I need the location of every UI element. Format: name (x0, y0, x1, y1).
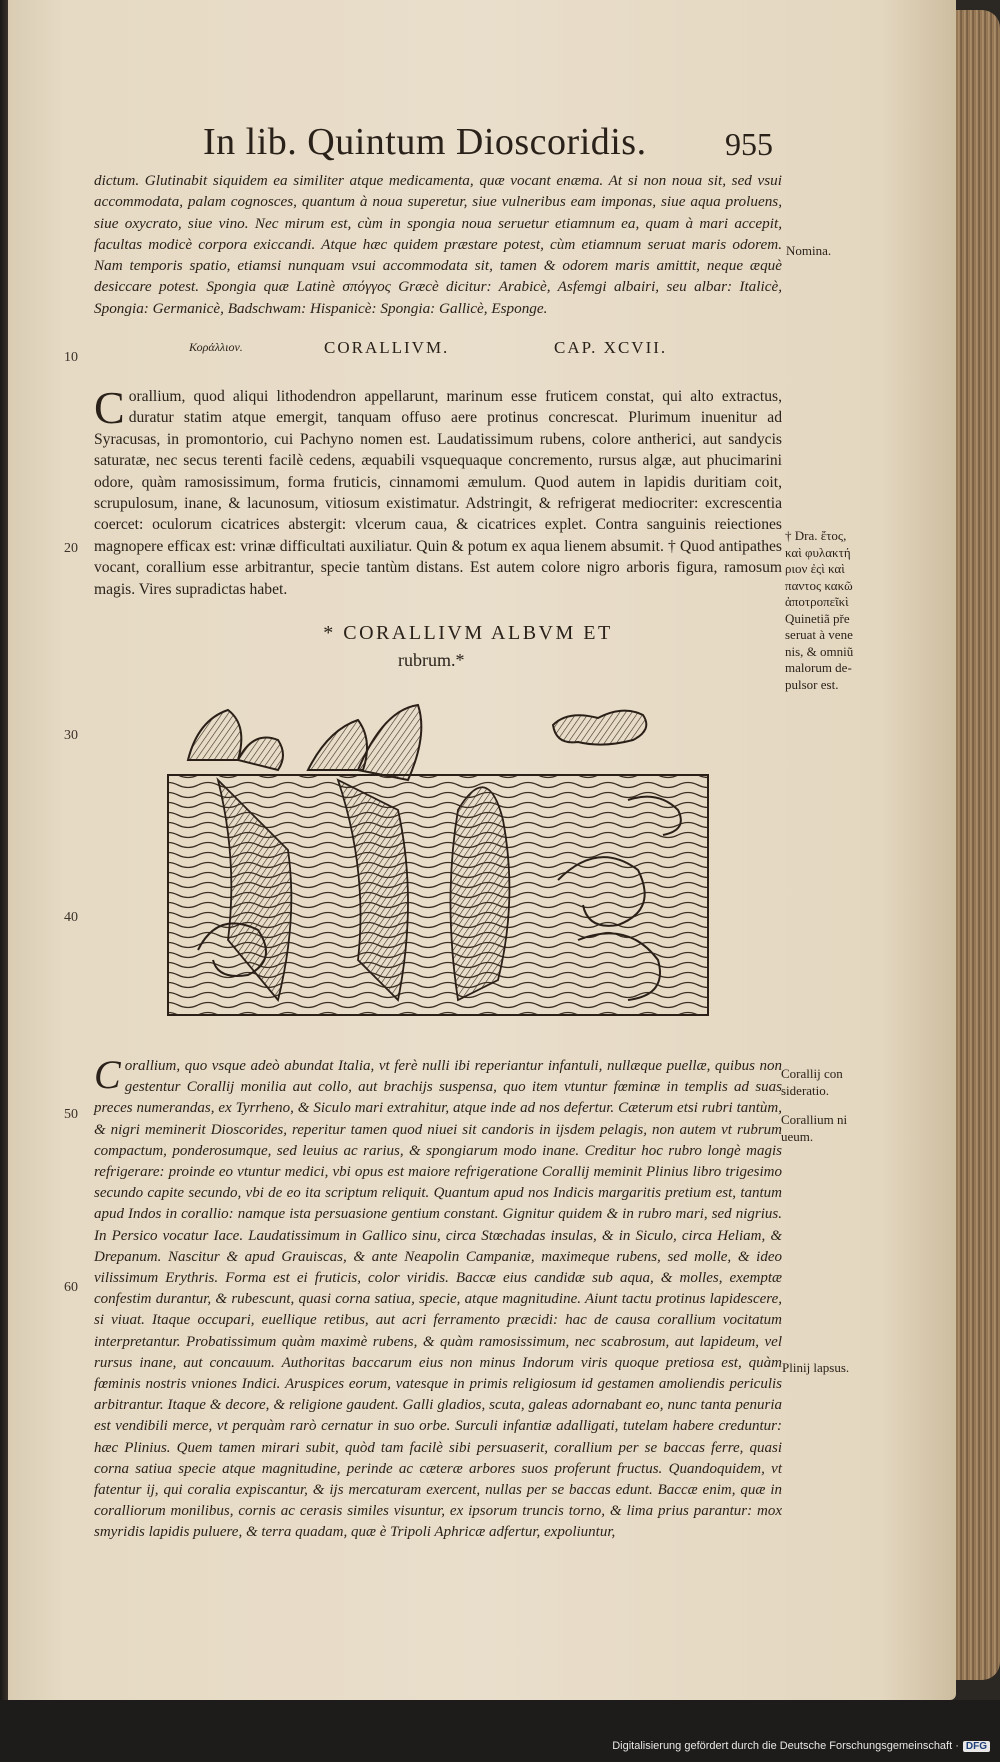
margin-note-line: ἀποτροπεῖκὶ (785, 594, 849, 609)
line-number-60: 60 (64, 1280, 78, 1295)
line-number-50: 50 (64, 1107, 78, 1122)
margin-note-plinii-lapsus: Plinij lapsus. (782, 1360, 850, 1375)
chapter-title: CORALLIVM. (324, 338, 450, 357)
coral-branch-fragment (553, 711, 646, 745)
scan-bottom-band (0, 1700, 1000, 1762)
digitization-credit (612, 1740, 990, 1752)
dfg-logo: DFG (963, 1741, 990, 1752)
chapter-heading (94, 338, 782, 362)
chapter-number: CAP. XCVII. (554, 338, 668, 357)
margin-note-line: παντος κακῶ (785, 577, 853, 593)
line-number-30: 30 (64, 728, 78, 743)
page-number: 955 (725, 126, 773, 162)
book-page (8, 0, 956, 1700)
figure-title: * CORALLIVM ALBVM ET (323, 622, 613, 644)
commentary-text (94, 1052, 782, 1544)
drop-cap: C (94, 1052, 121, 1097)
margin-note-line: ueum. (781, 1128, 814, 1144)
line-number-40: 40 (64, 910, 78, 925)
margin-note-line: nis, & omniũ (785, 643, 854, 659)
coral-rocks-above (188, 705, 421, 780)
margin-note-line: † Dra. ἔτος, (785, 528, 847, 543)
credit-text: Digitalisierung gefördert durch die Deutsche Forschungsgemeinschaft · (612, 1740, 959, 1752)
margin-note-line: pulsor est. (785, 676, 839, 692)
margin-note-niveum (781, 1112, 847, 1145)
margin-note-dragon (785, 528, 853, 693)
line-number-20: 20 (64, 541, 78, 556)
commentary-body: orallium, quo vsque adeò abundat Italia, vt ferè nulli ibi reperiantur infantuli, nullæque puellæ, quibus non gestentur Corallij monilia aut collo, aut brachijs suspensa, quo item vtuntur fœminæ in templis ad suas preces numerandas, ex Tyrrheno, & Siculo mari extrahitur, atque inde ad nos defertur. Cæterum etsi rubri tantùm, & nigri meminerit Dioscorides, reperitur tamen quod niuei sit candoris in ijsdem pelagis, non autem vt rubrum compactum, ponderosumque, sed leuius ac rarius, & spongiarum modo inane. Creditur hoc rubro longè magis refrigerare: proinde eo vtuntur medici, vbi opus est maiore refrigeratione Corallij meminit Plinius libro trigesimo secundo capite secundo, vbi de eo ita scriptum reliquit. Quantum apud nos Indicis margaritis pretium est, tantum apud Indos in corallio: namque ista persuasione gentium constant. Gignitur quidem & in rubro mari, sed nigrius. In Persico vocatur Iace. Laudatissimum in Gallico sinu, circa Stœchadas insulas, & in Siculo, circa Heliam, & Drepanum. Nascitur & apud Grauiscas, & ante Neapolin Campaniæ, maximeque rubens, sed molle, & ideo vilissimum Erythris. Forma est ei fruticis, color viridis. Baccæ eius candidæ sub aqua, & molles, exemptæ confestim durantur, & rubescunt, quasi corna satiua, specie, atque magnitudine. Aiunt tactu protinus lapidescere, si viuat. Itaque occupari, euellique retibus, aut acri ferramento præcidi: hac de causa corallium vocitatum interpretantur. Probatissimum quàm maximè rubens, & quàm ramosissimum, nec scabrosum, aut lapideum, vel rursus inane, aut concauum. Authoritas baccarum eius non minus Indorum viris quoque pretiosa est, quàm fœminis nostris vniones Indici. Aruspices eorum, vatesque in primis religiosum id gestamen amoliendis periculis arbitrantur. Itaque & decore, & religione gaudent. Galli gladios, scuta, galeas adornabant eo, nunc tanta penuria est vendibili merce, vt perquàm rarò cernatur in suo orbe. Surculi infantiæ adalligati, tutelam habere creduntur: hæc Plinius. Quem tamen mirari subit, quòd tam facilè sibi persuaserit, corallium per se baccas ferre, quasi corna satiua specie atque magnitudine, perinde ac cæteræ arbores suos proferunt fructus. Quandoquidem, vt fatentur ij, qui coralia expiscantur, & ijs mercaturam exercent, nullas per se baccas edunt. Baccæ enim, quæ in coralliorum monilibus, cornis ac cerasis similes visuntur, ex ipsorum truncis torno, & lima prius parantur: mox smyridis lapidis puluere, & terra quadam, quæ è Tripoli Aphricæ adfertur, expoliuntur, (94, 1058, 782, 1541)
top-paragraph (94, 170, 782, 319)
chapter-greek-name: Κοράλλιον. (189, 340, 243, 354)
margin-note-line: malorum de- (785, 660, 852, 675)
margin-note-line: Corallium ni (781, 1112, 848, 1127)
line-number-10: 10 (64, 350, 78, 365)
margin-note-line: Quinetiã pře (785, 610, 850, 626)
coral-woodcut-illustration (158, 700, 718, 1020)
figure-subtitle: rubrum.* (398, 650, 465, 670)
drop-cap: C (94, 382, 125, 433)
margin-note-line: Corallij con (781, 1066, 843, 1081)
top-paragraph-text: dictum. Glutinabit siquidem ea similiter atque medicamenta, quæ vocant enæma. At si non noua sit, sed vsui accommodata, palam cognosces, quantum à noua superetur, siue vulneribus eam imponas, siue aqua proluens, siue oxycrato, siue vino. Nec mirum est, cùm in spongia noua seruetur etiamnum ea, quam à mari accepit, facultas modicè corpora exiccandi. Atque hæc quidem præstare potest, cùm etiamnum seruat maris odorem. Nam temporis spatio, etiamsi nunquam vsui accommodata sit, tamen & odorem maris amittit, neque æquè desiccare potest. Spongia quæ Latinè σπόγγος Græcè dicitur: Arabicè, Asfemgi albairi, seu albar: Italicè, Spongia: Germanicè, Badschwam: Hispanicè: Spongia: Gallicè, Esponge. (94, 172, 782, 317)
running-title: In lib. Quintum Dioscoridis. (203, 121, 647, 163)
dioscorides-body: orallium, quod aliqui lithodendron appellarunt, marinum esse fruticem constat, qui alto extractus, duratur statim atque emergit, tanquam offuso aere protinus concrescat. Plurimum inuenitur ad Syracusas, in promontorio, cui Pachyno nomen est. Laudatissimum rubens, colore antherici, aut sandycis saturatæ, nec secus terenti facilè cedens, æquabili vsquequaque concremento, rursus algæ, aut phucimarini odore, quàm ramosissimum, forma fruticis, cinnamomi æmulum. Quod autem in lapidis duritiam coit, scrupulosum, inane, & lacunosum, vitiosum existimatur. Adstringit, & refrigerat mediocriter: excrescentia coercet: oculorum cicatrices abstergit: vlcerum caua, & cicatrices explet. Contra sanguinis reiectiones magnopere efficax est: vrinæ difficultati auxiliatur. Quin & potum ex aqua lienem absumit. † Quod antipathes vocant, corallium esse arbitrantur, specie tantùm distans. Est autem colore nigro arboris figura, ramosum magis. Vires supradictas habet. (94, 388, 782, 598)
dioscorides-text (94, 382, 782, 600)
margin-note-line: ριον ἐςὶ καὶ (785, 561, 845, 576)
margin-note-line: καὶ φυλακτή (785, 544, 851, 560)
margin-note-consideratio (781, 1066, 843, 1099)
margin-note-line: seruat à vene (785, 627, 853, 642)
margin-note-nomina: Nomina. (786, 243, 832, 258)
margin-note-line: sideratio. (781, 1082, 830, 1098)
